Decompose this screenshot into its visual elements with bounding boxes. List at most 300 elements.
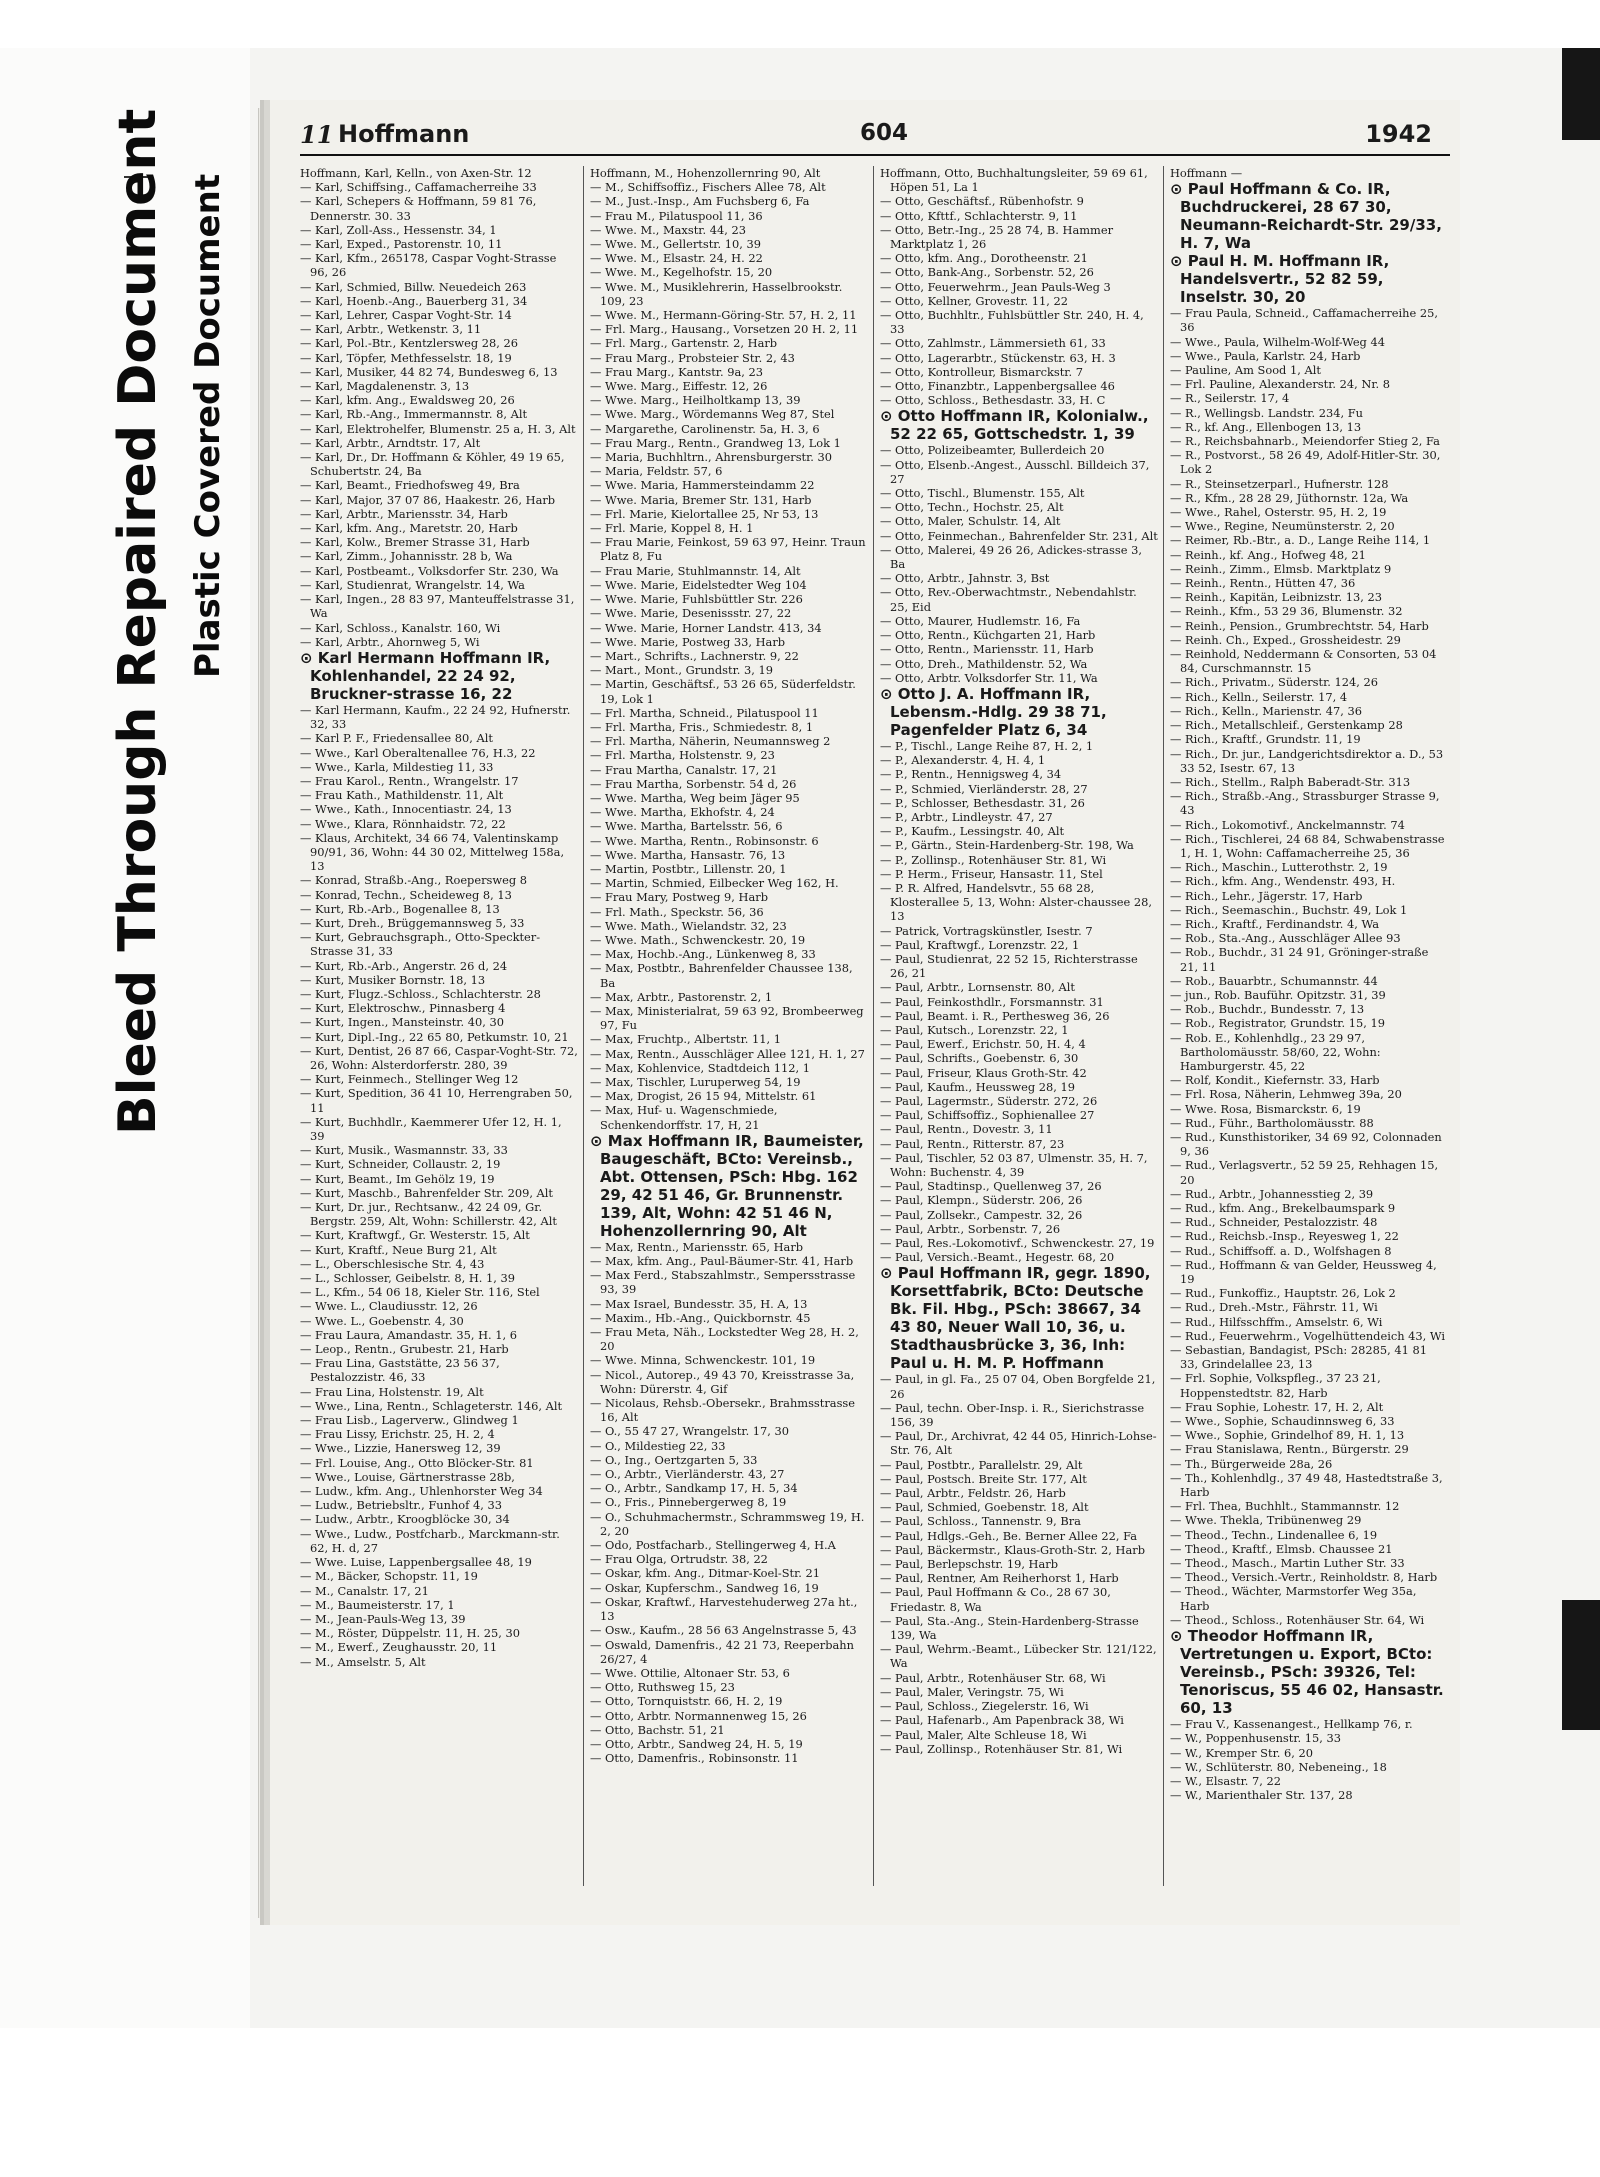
directory-entry: — Frau Marg., Rentn., Grandweg 13, Lok 1 <box>590 435 841 450</box>
directory-entry: — Kurt, Rb.-Arb., Angerstr. 26 d, 24 <box>300 958 508 973</box>
directory-entry: — Theod., Kraftf., Elmsb. Chaussee 21 <box>1170 1541 1393 1556</box>
directory-entry: — Karl, Arbtr., Mariensstr. 34, Harb <box>300 506 508 521</box>
column-1 <box>300 166 578 1896</box>
directory-entry: Hoffmann, M., Hohenzollernring 90, Alt <box>590 166 821 180</box>
directory-entry: — Frl. Marie, Koppel 8, H. 1 <box>590 521 754 536</box>
directory-entry: — Frau Karol., Rentn., Wrangelstr. 17 <box>300 773 519 788</box>
directory-entry: — Otto, Lagerarbtr., Stückenstr. 63, H. 3 <box>880 350 1116 365</box>
directory-entry: — Rob., Buchdr., 31 24 91, Gröninger-straße 21, 11 <box>1170 945 1429 974</box>
directory-entry: — Theod., Masch., Martin Luther Str. 33 <box>1170 1556 1405 1571</box>
directory-entry: — Oskar, kfm. Ang., Ditmar-Koel-Str. 21 <box>590 1566 821 1581</box>
directory-entry: — Wwe., Paula, Karlstr. 24, Harb <box>1170 348 1361 363</box>
directory-entry: — Wwe. L., Claudiusstr. 12, 26 <box>300 1299 478 1314</box>
header-surname: Hoffmann <box>338 120 470 148</box>
directory-entry: — Rich., Kraftf., Grundstr. 11, 19 <box>1170 732 1361 747</box>
directory-entry: — M., Schiffsoffiz., Fischers Allee 78, Alt <box>590 180 826 195</box>
directory-entry: — P., Kaufm., Lessingstr. 40, Alt <box>880 824 1065 839</box>
directory-entry: Hoffmann, Otto, Buchhaltungsleiter, 59 69 61, Höpen 51, La 1 <box>880 166 1148 195</box>
directory-entry: — Frl. Marie, Kielortallee 25, Nr 53, 13 <box>590 506 819 521</box>
directory-entry: — Pauline, Am Sood 1, Alt <box>1170 363 1321 378</box>
directory-entry: — Kurt, Flugz.-Schloss., Schlachterstr. 28 <box>300 986 541 1001</box>
directory-entry: — Rich., Dr. jur., Landgerichtsdirektor a. D., 53 33 52, Isestr. 67, 13 <box>1170 746 1444 775</box>
directory-entry: — L., Schlosser, Geibelstr. 8, H. 1, 39 <box>300 1271 515 1286</box>
directory-entry: — Maria, Buchhltrn., Ahrensburgerstr. 30 <box>590 450 833 465</box>
directory-entry: Hoffmann, Karl, Kelln., von Axen-Str. 12 <box>300 166 532 180</box>
directory-entry: — Otto, Arbtr., Jahnstr. 3, Bst <box>880 571 1050 586</box>
directory-entry: — Wwe. Thekla, Tribünenweg 29 <box>1170 1513 1362 1528</box>
directory-entry: — Otto, Kontrolleur, Bismarckstr. 7 <box>880 364 1083 379</box>
directory-entry: — O., Schuhmachermstr., Schrammsweg 19, H. 2, 20 <box>590 1509 865 1538</box>
directory-entry: — Otto, Geschäftsf., Rübenhofstr. 9 <box>880 194 1084 209</box>
directory-entry: — Reinhold, Neddermann & Consorten, 53 04 84, Curschmannstr. 15 <box>1170 647 1437 676</box>
directory-entry: — Kurt, Rb.-Arb., Bogenallee 8, 13 <box>300 901 500 916</box>
directory-entry: — W., Elsastr. 7, 22 <box>1170 1773 1282 1788</box>
directory-entry: — Wwe. Ottilie, Altonaer Str. 53, 6 <box>590 1665 790 1680</box>
directory-entry: — R., Kfm., 28 28 29, Jüthornstr. 12a, Wa <box>1170 490 1409 505</box>
directory-entry: — Rich., kfm. Ang., Wendenstr. 493, H. <box>1170 874 1396 889</box>
directory-entry: — Reinh., kf. Ang., Hofweg 48, 21 <box>1170 547 1366 562</box>
directory-entry: — Rud., Feuerwehrm., Vogelhüttendeich 43, Wi <box>1170 1328 1446 1343</box>
directory-entry: — Max, Huf- u. Wagenschmiede, Schenkendorffstr. 17, H, 21 <box>590 1103 778 1132</box>
directory-entry: — Frl. Sophie, Volkspfleg., 37 23 21, Hoppenstedtstr. 82, Harb <box>1170 1371 1381 1400</box>
directory-entry: — Ludw., kfm. Ang., Uhlenhorster Weg 34 <box>300 1484 543 1499</box>
directory-entry: — O., Ing., Oertzgarten 5, 33 <box>590 1452 758 1467</box>
binding-tab-lower <box>1562 1600 1600 1730</box>
directory-entry: — Frl. Martha, Fris., Schmiedestr. 8, 1 <box>590 719 814 734</box>
directory-entry: — Frau Martha, Canalstr. 17, 21 <box>590 762 778 777</box>
directory-entry: — Otto, Malerei, 49 26 26, Adickes-strasse 3, Ba <box>880 542 1142 572</box>
directory-entry: — Paul, Zollsekr., Campestr. 32, 26 <box>880 1207 1083 1222</box>
directory-entry: — Kurt, Beamt., Im Gehölz 19, 19 <box>300 1171 495 1186</box>
directory-entry: — Otto, Feuerwehrm., Jean Pauls-Weg 3 <box>880 279 1111 294</box>
directory-entry: — Karl, Dr., Dr. Hoffmann & Köhler, 49 19 65, Schubertstr. 24, Ba <box>300 450 565 479</box>
directory-entry: — Karl, Rb.-Ang., Immermannstr. 8, Alt <box>300 407 528 422</box>
directory-entry: — Wwe., Ludw., Postfcharb., Marckmann-str. 62, H. d, 27 <box>300 1526 560 1555</box>
directory-entry: — Paul, Paul Hoffmann & Co., 28 67 30, Friedastr. 8, Wa <box>880 1585 1111 1614</box>
directory-entry: — Paul, Wehrm.-Beamt., Lübecker Str. 121/122, Wa <box>880 1642 1157 1671</box>
directory-entry: — Otto, Bank-Ang., Sorbenstr. 52, 26 <box>880 265 1094 280</box>
directory-entry: — Frau M., Pilatuspool 11, 36 <box>590 208 763 223</box>
directory-entry: — Rich., Straßb.-Ang., Strassburger Strasse 9, 43 <box>1170 789 1440 818</box>
directory-entry: — W., Kremper Str. 6, 20 <box>1170 1745 1313 1760</box>
directory-entry: Hoffmann — <box>1170 166 1243 180</box>
directory-entry: — Paul, Bäckermstr., Klaus-Groth-Str. 2, Harb <box>880 1542 1145 1557</box>
repaired-document-text: Repaired Document <box>108 108 168 689</box>
directory-entry: — Rob., Registrator, Grundstr. 15, 19 <box>1170 1016 1385 1031</box>
directory-entry: — Frau Meta, Näh., Lockstedter Weg 28, H. 2, 20 <box>590 1325 859 1354</box>
directory-entry: — Reinh., Pension., Grumbrechtstr. 54, Harb <box>1170 618 1429 633</box>
directory-entry: — Karl, Pol.-Btr., Kentzlersweg 28, 26 <box>300 336 518 351</box>
directory-entry: — Wwe., Karl Oberaltenallee 76, H.3, 22 <box>300 745 536 760</box>
directory-entry: — Wwe. Marie, Fuhlsbüttler Str. 226 <box>590 592 803 607</box>
directory-entry: — Rolf, Kondit., Kiefernstr. 33, Harb <box>1170 1073 1380 1088</box>
directory-entry: — Kurt, Gebrauchsgraph., Otto-Speckter-Strasse 31, 33 <box>300 930 541 959</box>
directory-entry: — Frl. Math., Speckstr. 56, 36 <box>590 904 764 919</box>
directory-entry: — Mart., Mont., Grundstr. 3, 19 <box>590 663 773 678</box>
directory-entry: — Wwe. Marie, Horner Landstr. 413, 34 <box>590 620 822 635</box>
directory-entry: — Frau Lina, Holstenstr. 19, Alt <box>300 1384 484 1399</box>
directory-entry: — Max Ferd., Stabszahlmstr., Sempersstrasse 93, 39 <box>590 1268 856 1297</box>
page-number: 604 <box>860 120 909 146</box>
directory-entry: — Karl, Töpfer, Methfesselstr. 18, 19 <box>300 350 512 365</box>
directory-entry: — Karl, Exped., Pastorenstr. 10, 11 <box>300 237 503 252</box>
bleed-through-text: Bleed Through <box>108 706 168 1135</box>
directory-entry: — Theod., Versich.-Vertr., Reinholdstr. 8, Harb <box>1170 1570 1438 1585</box>
bleed-through-label <box>108 109 168 1135</box>
directory-entry: — Rob., Bauarbtr., Schumannstr. 44 <box>1170 973 1378 988</box>
featured-entry: ⊙ Theodor Hoffmann IR, Vertretungen u. Export, BCto: Vereinsb., PSch: 39326, Tel: Tenoriscus, 55 46 02, Hansastr. 60, 13 <box>1170 1627 1444 1718</box>
directory-entry: — Karl, Arbtr., Arndtstr. 17, Alt <box>300 435 481 450</box>
directory-entry: — Paul, in gl. Fa., 25 07 04, Oben Borgfelde 21, 26 <box>880 1372 1156 1401</box>
directory-entry: — Karl Hermann, Kaufm., 22 24 92, Hufnerstr. 32, 33 <box>300 702 571 732</box>
directory-entry: — Wwe., Lina, Rentn., Schlageterstr. 146, Alt <box>300 1398 563 1413</box>
directory-entry: — Paul, Klempn., Süderstr. 206, 26 <box>880 1193 1083 1208</box>
directory-entry: — L., Kfm., 54 06 18, Kieler Str. 116, Stel <box>300 1285 540 1300</box>
directory-entry: — Nicolaus, Rehsb.-Obersekr., Brahmsstrasse 16, Alt <box>590 1396 856 1425</box>
directory-entry: — Kurt, Buchhdlr., Kaemmerer Ufer 12, H. 1, 39 <box>300 1114 562 1143</box>
directory-entry: — Paul, Stadtinsp., Quellenweg 37, 26 <box>880 1179 1102 1194</box>
directory-entry: — Paul, Beamt. i. R., Perthesweg 36, 26 <box>880 1008 1110 1023</box>
directory-entry: — Leop., Rentn., Grubestr. 21, Harb <box>300 1342 509 1357</box>
directory-entry: — Konrad, Straßb.-Ang., Roepersweg 8 <box>300 873 528 888</box>
directory-entry: — Wwe. Martha, Weg beim Jäger 95 <box>590 790 800 805</box>
page-header <box>300 114 1450 156</box>
directory-entry: — Paul, Rentner, Am Reiherhorst 1, Harb <box>880 1571 1119 1586</box>
directory-entry: — Frl. Rosa, Näherin, Lehmweg 39a, 20 <box>1170 1087 1402 1102</box>
directory-entry: — Otto, Elsenb.-Angest., Ausschl. Billdeich 37, 27 <box>880 457 1150 486</box>
directory-entry: — Karl, Musiker, 44 82 74, Bundesweg 6, 13 <box>300 364 558 379</box>
directory-entry: — Otto, Ruthsweg 15, 23 <box>590 1680 735 1695</box>
directory-entry: — Paul, Schmied, Goebenstr. 18, Alt <box>880 1500 1089 1515</box>
directory-entry: — Max, Arbtr., Pastorenstr. 2, 1 <box>590 989 773 1004</box>
directory-entry: — Oskar, Kraftwf., Harvestehuderweg 27a ht., 13 <box>590 1594 858 1624</box>
directory-entry: — Paul, Postsch. Breite Str. 177, Alt <box>880 1471 1087 1486</box>
directory-entry: — Reinh., Zimm., Elmsb. Marktplatz 9 <box>1170 561 1392 576</box>
directory-entry: — Reinh., Kapitän, Leibnizstr. 13, 23 <box>1170 590 1382 605</box>
directory-entry: — Wwe. M., Kegelhofstr. 15, 20 <box>590 265 773 280</box>
directory-entry: — Paul, Schloss., Ziegelerstr. 16, Wi <box>880 1699 1089 1714</box>
directory-entry: — P., Schlosser, Bethesdastr. 31, 26 <box>880 795 1085 810</box>
directory-page <box>270 100 1460 1925</box>
directory-entry: — Osw., Kaufm., 28 56 63 Angelnstrasse 5, 43 <box>590 1623 857 1638</box>
directory-entry: — Theod., Techn., Lindenallee 6, 19 <box>1170 1527 1378 1542</box>
directory-entry: — Otto, Damenfris., Robinsonstr. 11 <box>590 1751 799 1766</box>
directory-entry: — Wwe. Martha, Rentn., Robinsonstr. 6 <box>590 833 819 848</box>
directory-entry: — Max, Hochb.-Ang., Lünkenweg 8, 33 <box>590 947 816 962</box>
directory-entry: — Paul, Rentn., Ritterstr. 87, 23 <box>880 1136 1065 1151</box>
directory-entry: — M., Ewerf., Zeughausstr. 20, 11 <box>300 1640 498 1655</box>
directory-entry: — R., Wellingsb. Landstr. 234, Fu <box>1170 405 1363 420</box>
directory-entry: — Wwe., Kath., Innocentiastr. 24, 13 <box>300 802 512 817</box>
directory-entry: — Max, Rentn., Ausschläger Allee 121, H. 1, 27 <box>590 1046 865 1061</box>
directory-entry: — Otto, Maurer, Hudlemstr. 16, Fa <box>880 613 1081 628</box>
directory-entry: — Otto, Finanzbtr., Lappenbergsallee 46 <box>880 379 1115 394</box>
directory-entry: — Otto, Buchhltr., Fuhlsbüttler Str. 240, H. 4, 33 <box>880 308 1144 337</box>
directory-entry: — Wwe. M., Gellertstr. 10, 39 <box>590 237 761 252</box>
directory-entry: — Paul, Feinkosthdlr., Forsmannstr. 31 <box>880 994 1104 1009</box>
directory-entry: — O., Arbtr., Sandkamp 17, H. 5, 34 <box>590 1481 798 1496</box>
directory-entry: — jun., Rob. Bauführ. Opitzstr. 31, 39 <box>1170 987 1386 1002</box>
directory-entry: — Frl. Martha, Holstenstr. 9, 23 <box>590 748 775 763</box>
directory-entry: — Otto, Polizeibeamter, Bullerdeich 20 <box>880 443 1105 458</box>
directory-entry: — Wwe. Martha, Hansastr. 76, 13 <box>590 847 786 862</box>
page-edge <box>258 108 270 1918</box>
directory-entry: — Kurt, Spedition, 36 41 10, Herrengraben 50, 11 <box>300 1086 573 1115</box>
directory-entry: — Rud., kfm. Ang., Brekelbaumspark 9 <box>1170 1201 1396 1215</box>
directory-entry: — Rob., Sta.-Ang., Ausschläger Allee 93 <box>1170 931 1401 946</box>
directory-entry: — Frl. Marg., Gartenstr. 2, Harb <box>590 336 778 351</box>
directory-entry: — Oswald, Damenfris., 42 21 73, Reeperbahn 26/27, 4 <box>590 1637 854 1666</box>
directory-entry: — Karl, Ingen., 28 83 97, Manteuffelstrasse 31, Wa <box>300 592 575 621</box>
directory-entry: — Paul, Kraftwgf., Lorenzstr. 22, 1 <box>880 937 1080 952</box>
directory-entry: — Paul, Zollinsp., Rotenhäuser Str. 81, Wi <box>880 1741 1123 1756</box>
directory-entry: — Wwe. Math., Wielandstr. 32, 23 <box>590 918 787 933</box>
directory-entry: — Rich., Kelln., Marienstr. 47, 36 <box>1170 703 1362 718</box>
directory-entry: — Frau Stanislawa, Rentn., Bürgerstr. 29 <box>1170 1442 1409 1457</box>
header-volume: 11 <box>300 120 334 149</box>
directory-entry: — Otto, Tornquiststr. 66, H. 2, 19 <box>590 1694 783 1709</box>
directory-entry: — Otto, Betr.-Ing., 25 28 74, B. Hammer Marktplatz 1, 26 <box>880 222 1114 252</box>
directory-entry: — W., Poppenhusenstr. 15, 33 <box>1170 1731 1341 1746</box>
directory-entry: — Rich., Seemaschin., Buchstr. 49, Lok 1 <box>1170 902 1408 917</box>
directory-entry: — Rich., Stellm., Ralph Baberadt-Str. 313 <box>1170 774 1411 789</box>
directory-entry: — Paul, Arbtr., Lornsenstr. 80, Alt <box>880 980 1075 995</box>
directory-entry: — Paul, Maler, Alte Schleuse 18, Wi <box>880 1727 1087 1742</box>
directory-entry: — Karl, Arbtr., Wetkenstr. 3, 11 <box>300 322 482 337</box>
directory-entry: — Karl, Arbtr., Ahornweg 5, Wi <box>300 634 480 649</box>
directory-entry: — Wwe. M., Elsastr. 24, H. 22 <box>590 251 763 266</box>
directory-entry: — R., kf. Ang., Ellenbogen 13, 13 <box>1170 419 1362 434</box>
directory-entry: — Karl, Elektrohelfer, Blumenstr. 25 a, H. 3, Alt <box>300 421 576 436</box>
directory-entry: — Karl, Zoll-Ass., Hessenstr. 34, 1 <box>300 222 497 237</box>
directory-entry: — Kurt, Musiker Bornstr. 18, 13 <box>300 972 486 987</box>
directory-entry: — Paul, Dr., Archivrat, 42 44 05, Hinrich-Lohse-Str. 76, Alt <box>880 1429 1157 1458</box>
directory-entry: — Max, Rentn., Mariensstr. 65, Harb <box>590 1239 804 1254</box>
featured-entry: ⊙ Paul Hoffmann & Co. IR, Buchdruckerei, 28 67 30, Neumann-Reichardt-Str. 29/33, H. 7, Wa <box>1170 180 1442 253</box>
directory-entry: — Frl. Pauline, Alexanderstr. 24, Nr. 8 <box>1170 377 1391 392</box>
directory-entry: — Wwe. Marg., Wördemanns Weg 87, Stel <box>590 407 835 422</box>
directory-entry: — Otto, Zahlmstr., Lämmersieth 61, 33 <box>880 336 1106 351</box>
directory-entry: — Paul, Res.-Lokomotivf., Schwenckestr. 27, 19 <box>880 1236 1155 1251</box>
column-2 <box>590 166 868 1896</box>
directory-entry: — Klaus, Architekt, 34 66 74, Valentinskamp 90/91, 36, Wohn: 44 30 02, Mittelweg 158a, 13 <box>300 830 565 874</box>
directory-entry: — Kurt, Feinmech., Stellinger Weg 12 <box>300 1072 519 1087</box>
directory-entry: — Konrad, Techn., Scheideweg 8, 13 <box>300 887 512 902</box>
column-divider <box>873 166 874 1886</box>
directory-entry: — Karl, Magdalenenstr. 3, 13 <box>300 379 470 394</box>
directory-entry: — R., Reichsbahnarb., Meiendorfer Stieg 2, Fa <box>1170 434 1440 449</box>
directory-entry: — Rob. E., Kohlenhdlg., 23 29 97, Bartholomäusstr. 58/60, 22, Wohn: Hamburgerstr. 45, 22 <box>1170 1030 1381 1073</box>
directory-entry: — Karl, Schmied, Billw. Neuedeich 263 <box>300 279 527 294</box>
directory-entry: — Paul, Maler, Veringstr. 75, Wi <box>880 1684 1064 1699</box>
directory-entry: — Max, Fruchtp., Albertstr. 11, 1 <box>590 1032 782 1047</box>
directory-entry: — Wwe., Sophie, Grindelhof 89, H. 1, 13 <box>1170 1428 1405 1443</box>
directory-entry: — Karl, Zimm., Johannisstr. 28 b, Wa <box>300 549 513 564</box>
directory-entry: — Mart., Schrifts., Lachnerstr. 9, 22 <box>590 648 799 663</box>
directory-entry: — Frau Marg., Kantstr. 9a, 23 <box>590 364 764 379</box>
directory-entry: — Frau Kath., Mathildenstr. 11, Alt <box>300 788 504 803</box>
directory-entry: — O., Mildestieg 22, 33 <box>590 1438 726 1453</box>
directory-entry: — Otto, kfm. Ang., Dorotheenstr. 21 <box>880 251 1088 266</box>
directory-entry: — Karl P. F., Friedensallee 80, Alt <box>300 731 493 746</box>
featured-entry: ⊙ Max Hoffmann IR, Baumeister, Baugeschäft, BCto: Vereinsb., Abt. Ottensen, PSch: Hbg. 162 29, 42 51 46, Gr. Brunnenstr. 139, Alt, Wohn: 42 51 46 N, Hohenzollernring 90, Alt <box>590 1131 864 1240</box>
directory-entry: — Frau Marg., Probsteier Str. 2, 43 <box>590 350 795 365</box>
directory-entry: — Frau V., Kassenangest., Hellkamp 76, r. <box>1170 1717 1413 1732</box>
directory-entry: — Rud., Reichsb.-Insp., Reyesweg 1, 22 <box>1170 1229 1399 1244</box>
directory-entry: — P., Alexanderstr. 4, H. 4, 1 <box>880 753 1046 768</box>
directory-entry: — Wwe., Louise, Gärtnerstrasse 28b, <box>300 1469 515 1484</box>
directory-entry: — Rud., Dreh.-Mstr., Fährstr. 11, Wi <box>1170 1300 1378 1315</box>
directory-entry: — M., Amselstr. 5, Alt <box>300 1654 426 1669</box>
directory-entry: — Frl. Louise, Ang., Otto Blöcker-Str. 81 <box>300 1455 534 1470</box>
directory-entry: — Paul, Friseur, Klaus Groth-Str. 42 <box>880 1065 1087 1080</box>
binding-tab <box>1562 48 1600 140</box>
directory-entry: — Margarethe, Carolinenstr. 5a, H. 3, 6 <box>590 421 820 436</box>
directory-entry: — Rud., Funkoffiz., Hauptstr. 26, Lok 2 <box>1170 1286 1396 1301</box>
directory-entry: — Otto, Kfttf., Schlachterstr. 9, 11 <box>880 208 1078 223</box>
directory-entry: — Paul, Ewerf., Erichstr. 50, H. 4, 4 <box>880 1037 1086 1052</box>
directory-entry: — Frau Marie, Stuhlmannstr. 14, Alt <box>590 563 801 578</box>
directory-entry: — Reimer, Rb.-Btr., a. D., Lange Reihe 114, 1 <box>1170 533 1431 548</box>
directory-entry: — Wwe., Sophie, Schaudinnsweg 6, 33 <box>1170 1414 1395 1429</box>
directory-entry: — Max, Drogist, 26 15 94, Mittelstr. 61 <box>590 1089 817 1104</box>
directory-entry: — P., Tischl., Lange Reihe 87, H. 2, 1 <box>880 738 1094 753</box>
directory-entry: — R., Seilerstr. 17, 4 <box>1170 391 1290 406</box>
directory-entry: — Martin, Geschäftsf., 53 26 65, Süderfeldstr. 19, Lok 1 <box>590 677 856 706</box>
directory-entry: — Wwe. Martha, Ekhofstr. 4, 24 <box>590 805 775 820</box>
directory-entry: — Otto, Tischl., Blumenstr. 155, Alt <box>880 486 1085 501</box>
directory-entry: — Wwe. Math., Schwenckestr. 20, 19 <box>590 932 806 947</box>
directory-entry: — Karl, Postbeamt., Volksdorfer Str. 230, Wa <box>300 563 559 578</box>
directory-entry: — Karl, Lehrer, Caspar Voght-Str. 14 <box>300 308 512 323</box>
column-4 <box>1170 166 1448 1896</box>
directory-entry: — Ludw., Betriebsltr., Funhof 4, 33 <box>300 1498 502 1513</box>
directory-entry: — Wwe., Klara, Rönnhaidstr. 72, 22 <box>300 816 506 831</box>
directory-entry: — P., Zollinsp., Rotenhäuser Str. 81, Wi <box>880 852 1107 867</box>
directory-entry: — Frau Sophie, Lohestr. 17, H. 2, Alt <box>1170 1399 1384 1414</box>
plastic-covered-label: Plastic Covered Document <box>188 173 228 678</box>
directory-entry: — Frau Lina, Gaststätte, 23 56 37, Pestalozzistr. 46, 33 <box>300 1356 500 1385</box>
directory-entry: — P., Gärtn., Stein-Hardenberg-Str. 198, Wa <box>880 838 1134 853</box>
directory-entry: — Wwe. M., Hermann-Göring-Str. 57, H. 2, 11 <box>590 308 857 323</box>
directory-entry: — Wwe. Marie, Eidelstedter Weg 104 <box>590 577 807 592</box>
column-divider <box>1163 166 1164 1886</box>
directory-entry: — Wwe. L., Goebenstr. 4, 30 <box>300 1313 464 1328</box>
directory-entry: — Maria, Feldstr. 57, 6 <box>590 464 723 479</box>
directory-entry: — Paul, Schloss., Tannenstr. 9, Bra <box>880 1514 1081 1529</box>
directory-entry: — Odo, Postfacharb., Stellingerweg 4, H.A <box>590 1538 836 1553</box>
directory-entry: — Max, kfm. Ang., Paul-Bäumer-Str. 41, Harb <box>590 1254 854 1269</box>
directory-entry: — Rich., Maschin., Lutterothstr. 2, 19 <box>1170 860 1388 875</box>
directory-entry: — Maxim., Hb.-Ang., Quickbornstr. 45 <box>590 1310 811 1325</box>
directory-entry: — Frau Olga, Ortrudstr. 38, 22 <box>590 1552 768 1567</box>
directory-entry: — W., Schlüterstr. 80, Nebeneing., 18 <box>1170 1759 1387 1774</box>
featured-entry: ⊙ Karl Hermann Hoffmann IR, Kohlenhandel, 22 24 92, Bruckner-strasse 16, 22 <box>300 648 551 703</box>
directory-entry: — Kurt, Kraftwgf., Gr. Westerstr. 15, Alt <box>300 1228 530 1243</box>
directory-entry: — Paul, Postbtr., Parallelstr. 29, Alt <box>880 1457 1083 1472</box>
directory-entry: — M., Just.-Insp., Am Fuchsberg 6, Fa <box>590 194 810 209</box>
directory-entry: — Kurt, Elektroschw., Pinnasberg 4 <box>300 1001 506 1016</box>
featured-entry: ⊙ Otto Hoffmann IR, Kolonialw., 52 22 65, Gottschedstr. 1, 39 <box>880 407 1149 444</box>
directory-entry: — Paul, Kutsch., Lorenzstr. 22, 1 <box>880 1022 1069 1037</box>
directory-entry: — Otto, Rev.-Oberwachtmstr., Nebendahlstr. 25, Eid <box>880 585 1137 614</box>
directory-entry: — P. Herm., Friseur, Hansastr. 11, Stel <box>880 866 1103 881</box>
directory-entry: — Kurt, Dipl.-Ing., 22 65 80, Petkumstr. 10, 21 <box>300 1029 569 1044</box>
directory-entry: — P., Rentn., Hennigsweg 4, 34 <box>880 767 1062 782</box>
directory-entry: — Kurt, Maschb., Bahrenfelder Str. 209, Alt <box>300 1185 554 1200</box>
directory-entry: — Kurt, Dr. jur., Rechtsanw., 42 24 09, Gr. Bergstr. 259, Alt, Wohn: Schillerstr. 42, Alt <box>300 1200 557 1229</box>
directory-entry: — Wwe. Marg., Eiffestr. 12, 26 <box>590 379 768 394</box>
directory-entry: — Kurt, Dentist, 26 87 66, Caspar-Voght-Str. 72, 26, Wohn: Alsterdorferstr. 280, 39 <box>300 1043 578 1072</box>
directory-entry: — Paul, Hafenarb., Am Papenbrack 38, Wi <box>880 1713 1124 1728</box>
directory-entry: — Rud., Schiffsoff. a. D., Wolfshagen 8 <box>1170 1243 1392 1258</box>
directory-entry: — Reinh., Kfm., 53 29 36, Blumenstr. 32 <box>1170 604 1403 619</box>
directory-entry: — Otto, Rentn., Küchgarten 21, Harb <box>880 628 1096 643</box>
directory-entry: — Rich., Kraftf., Ferdinandstr. 4, Wa <box>1170 916 1380 931</box>
directory-entry: — R., Steinsetzerparl., Hufnerstr. 128 <box>1170 476 1389 491</box>
directory-entry: — M., Bäcker, Schopstr. 11, 19 <box>300 1569 478 1584</box>
directory-entry: — Max, Postbtr., Bahrenfelder Chaussee 138, Ba <box>590 961 853 990</box>
directory-entry: — P. R. Alfred, Handelsvtr., 55 68 28, Klosterallee 5, 13, Wohn: Alster-chaussee 28, 13 <box>880 880 1153 924</box>
directory-entry: — Rud., Hoffmann & van Gelder, Heussweg 4, 19 <box>1170 1257 1437 1287</box>
directory-entry: — Otto, Arbtr., Sandweg 24, H. 5, 19 <box>590 1736 803 1751</box>
directory-entry: — Otto, Rentn., Mariensstr. 11, Harb <box>880 642 1094 657</box>
directory-entry: — Wwe. Maria, Hammersteindamm 22 <box>590 478 815 493</box>
directory-entry: — M., Canalstr. 17, 21 <box>300 1583 429 1598</box>
directory-entry: — Rud., Verlagsvertr., 52 59 25, Rehhagen 15, 20 <box>1170 1158 1439 1187</box>
directory-entry: — Wwe., Rahel, Osterstr. 95, H. 2, 19 <box>1170 505 1387 520</box>
directory-entry: — Paul, Versich.-Beamt., Hegestr. 68, 20 <box>880 1250 1115 1265</box>
directory-entry: — Karl, kfm. Ang., Ewaldsweg 20, 26 <box>300 393 515 408</box>
directory-entry: — Karl, Major, 37 07 86, Haakestr. 26, Harb <box>300 492 556 507</box>
directory-entry: — Frl. Marg., Hausang., Vorsetzen 20 H. 2, 11 <box>590 322 859 337</box>
directory-entry: — Rich., Lehr., Jägerstr. 17, Harb <box>1170 888 1363 903</box>
directory-entry: — W., Marienthaler Str. 137, 28 <box>1170 1788 1353 1803</box>
directory-entry: — Frl. Martha, Schneid., Pilatuspool 11 <box>590 705 819 720</box>
directory-entry: — Frau Lisb., Lagerverw., Glindweg 1 <box>300 1413 519 1428</box>
directory-entry: — Paul, Arbtr., Feldstr. 26, Harb <box>880 1486 1066 1501</box>
directory-entry: — Otto, Kellner, Grovestr. 11, 22 <box>880 293 1069 308</box>
directory-entry: — Paul, Rentn., Dovestr. 3, 11 <box>880 1122 1053 1137</box>
featured-entry: ⊙ Otto J. A. Hoffmann IR, Lebensm.-Hdlg. 29 38 71, Pagenfelder Platz 6, 34 <box>880 684 1107 739</box>
directory-entry: — Wwe., Karla, Mildestieg 11, 33 <box>300 759 494 774</box>
directory-entry: — Reinh., Rentn., Hütten 47, 36 <box>1170 576 1356 591</box>
featured-entry: ⊙ Paul Hoffmann IR, gegr. 1890, Korsettfabrik, BCto: Deutsche Bk. Fil. Hbg., PSch: 38667, 34 43 80, Neuer Wall 10, 36, u. Stadthausbrücke 3, 36, Inh: Paul u. H. M. P. Hoffmann <box>880 1264 1151 1373</box>
directory-entry: — Rud., Kunsthistoriker, 34 69 92, Colonnaden 9, 36 <box>1170 1129 1442 1159</box>
directory-entry: — Otto, Arbtr. Normannenweg 15, 26 <box>590 1708 807 1723</box>
directory-entry: — Martin, Schmied, Eilbecker Weg 162, H. <box>590 876 839 891</box>
directory-entry: — Paul, Lagermstr., Süderstr. 272, 26 <box>880 1093 1098 1108</box>
directory-entry: — Wwe. Luise, Lappenbergsallee 48, 19 <box>300 1555 532 1570</box>
directory-entry: — Reinh. Ch., Exped., Grossheidestr. 29 <box>1170 632 1401 647</box>
directory-entry: — Otto, Schloss., Bethesdastr. 33, H. C <box>880 393 1106 408</box>
directory-entry: — Rich., Privatm., Süderstr. 124, 26 <box>1170 675 1378 690</box>
directory-entry: — Frl. Thea, Buchhlt., Stammannstr. 12 <box>1170 1499 1400 1514</box>
directory-entry: — Frau Lissy, Erichstr. 25, H. 2, 4 <box>300 1427 495 1442</box>
directory-entry: — Karl, Kolw., Bremer Strasse 31, Harb <box>300 535 530 550</box>
directory-entry: — Otto, Feinmechan., Bahrenfelder Str. 231, Alt <box>880 528 1158 543</box>
directory-entry: — Kurt, Schneider, Collaustr. 2, 19 <box>300 1157 501 1172</box>
directory-entry: — Paul, Hdlgs.-Geh., Be. Berner Allee 22, Fa <box>880 1528 1138 1543</box>
directory-entry: — Frau Martha, Sorbenstr. 54 d, 26 <box>590 776 797 791</box>
directory-entry: — Th., Bürgerweide 28a, 26 <box>1170 1456 1333 1471</box>
directory-entry: — Th., Kohlenhdlg., 37 49 48, Hastedtstraße 3, Harb <box>1170 1470 1443 1500</box>
directory-entry: — Kurt, Kraftf., Neue Burg 21, Alt <box>300 1242 497 1257</box>
directory-entry: — Frau Paula, Schneid., Caffamacherreihe 25, 36 <box>1170 306 1438 335</box>
directory-entry: — Paul, Schrifts., Goebenstr. 6, 30 <box>880 1051 1079 1066</box>
directory-entry: — Karl, Kfm., 265178, Caspar Voght-Strasse 96, 26 <box>300 251 557 280</box>
directory-entry: — O., Fris., Pinnebergerweg 8, 19 <box>590 1495 787 1510</box>
